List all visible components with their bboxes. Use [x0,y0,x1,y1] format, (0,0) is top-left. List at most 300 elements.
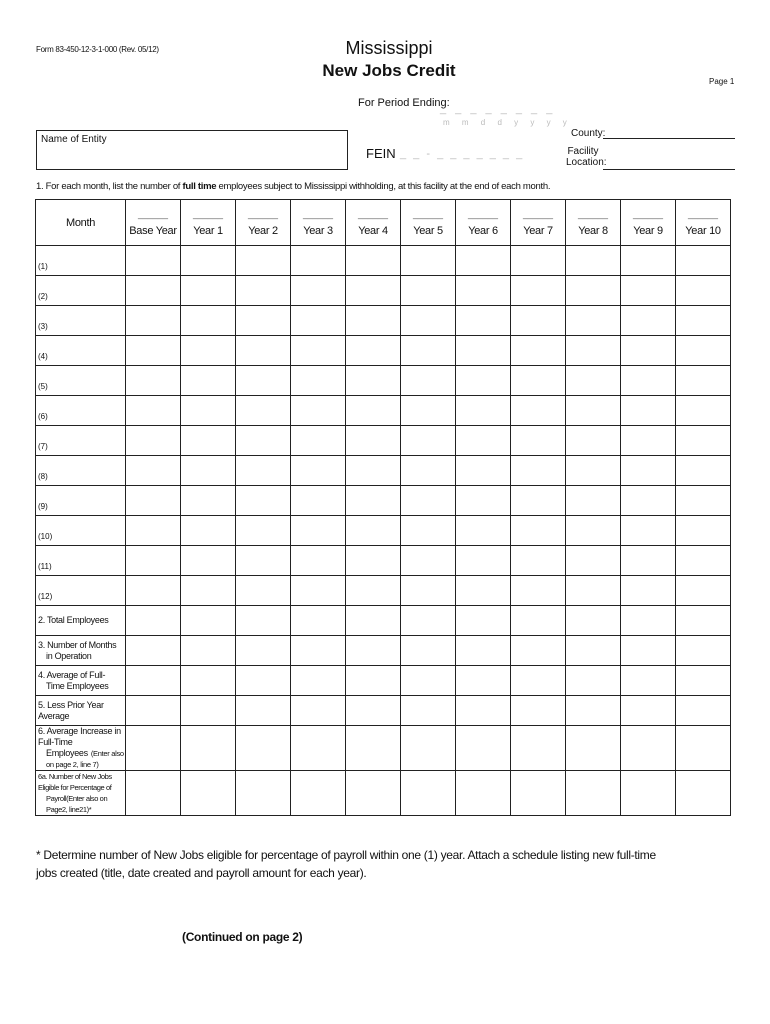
year-header-wrap [346,200,400,245]
month-row-4-cell-0[interactable] [126,366,181,396]
month-row-6-cell-9[interactable] [621,426,676,456]
month-row-5-cell-6[interactable] [456,396,511,426]
average-increase-row-cell-3[interactable] [291,726,346,771]
month-row-11-cell-8[interactable] [566,576,621,606]
month-row-8-cell-0[interactable] [126,486,181,516]
month-row-10-cell-10[interactable] [676,546,731,576]
month-row-1-cell-2[interactable] [236,276,291,306]
month-row-9-cell-5[interactable] [401,516,456,546]
total-employees-row-cell-4[interactable] [346,606,401,636]
new-jobs-eligible-row-cell-2[interactable] [236,771,291,816]
month-row [36,336,731,366]
total-employees-row-cell-0[interactable] [126,606,181,636]
month-row-2-cell-2[interactable] [236,306,291,336]
month-row-7-cell-2[interactable] [236,456,291,486]
less-prior-year-row-label [36,696,126,726]
year-header-cell-10 [676,200,731,246]
total-employees-row-cell-7[interactable] [511,606,566,636]
month-row-8-cell-7[interactable] [511,486,566,516]
new-jobs-eligible-row-cell-6[interactable] [456,771,511,816]
form-state-title: Mississippi [345,38,433,58]
month-row-7-cell-1[interactable] [181,456,236,486]
entity-name-label: Name of Entity [41,134,107,145]
month-row-8-cell-9[interactable] [621,486,676,516]
period-ending-label: For Period Ending: [358,97,450,109]
month-row-7-cell-9[interactable] [621,456,676,486]
new-jobs-eligible-row-cell-10[interactable] [676,771,731,816]
year-header-cell-1 [181,200,236,246]
average-full-time-row-cell-1[interactable] [181,666,236,696]
month-row-11-cell-1[interactable] [181,576,236,606]
month-row-11-cell-9[interactable] [621,576,676,606]
page-number: Page 1 [709,77,735,86]
month-row-6-cell-6[interactable] [456,426,511,456]
month-row-5-cell-8[interactable] [566,396,621,426]
month-row-3-cell-4[interactable] [346,336,401,366]
month-row-8-cell-4[interactable] [346,486,401,516]
year-blank-field[interactable]: ______ [632,209,664,219]
year-header-label: Year 9 [633,225,663,237]
months-in-operation-row-cell-7[interactable] [511,636,566,666]
month-row [36,306,731,336]
month-row-6-cell-0[interactable] [126,426,181,456]
year-header-wrap [676,200,730,245]
month-row-11-cell-4[interactable] [346,576,401,606]
total-employees-row-cell-6[interactable] [456,606,511,636]
month-row-9-cell-2[interactable] [236,516,291,546]
less-prior-year-row-cell-5[interactable] [401,696,456,726]
month-row-11-cell-7[interactable] [511,576,566,606]
months-in-operation-row-cell-4[interactable] [346,636,401,666]
month-row-4-cell-10[interactable] [676,366,731,396]
month-label: (8) [36,456,126,486]
month-row [36,426,731,456]
month-row-10-cell-7[interactable] [511,546,566,576]
month-row-9-cell-1[interactable] [181,516,236,546]
month-row-7-cell-7[interactable] [511,456,566,486]
facility-location-field[interactable] [603,169,735,170]
period-ending-hint: m m d d y y y y [443,118,572,127]
month-label: (7) [36,426,126,456]
month-row-10-cell-9[interactable] [621,546,676,576]
total-employees-row-cell-5[interactable] [401,606,456,636]
month-header-wrap [36,200,125,245]
month-row-3-cell-8[interactable] [566,336,621,366]
less-prior-year-row-cell-6[interactable] [456,696,511,726]
month-row-4-cell-7[interactable] [511,366,566,396]
month-row-2-cell-8[interactable] [566,306,621,336]
average-full-time-row-cell-5[interactable] [401,666,456,696]
month-row-4-cell-9[interactable] [621,366,676,396]
month-row-1-cell-9[interactable] [621,276,676,306]
month-row-2-cell-5[interactable] [401,306,456,336]
average-full-time-row [36,666,731,696]
month-row-10-cell-0[interactable] [126,546,181,576]
month-row-2-cell-3[interactable] [291,306,346,336]
summary-label-line: 2. Total Employees [38,615,109,625]
month-row-11-cell-2[interactable] [236,576,291,606]
summary-label-note: (Enter also on page 2, line 7) [46,749,124,769]
month-row-6-cell-4[interactable] [346,426,401,456]
months-in-operation-row-cell-5[interactable] [401,636,456,666]
month-row-4-cell-4[interactable] [346,366,401,396]
month-row-6-cell-5[interactable] [401,426,456,456]
table-header-row [36,200,731,246]
less-prior-year-row-cell-8[interactable] [566,696,621,726]
month-label: (11) [36,546,126,576]
month-row-8-cell-1[interactable] [181,486,236,516]
month-row-4-cell-5[interactable] [401,366,456,396]
average-increase-row-cell-7[interactable] [511,726,566,771]
month-row-2-cell-4[interactable] [346,306,401,336]
summary-label-line: 3. Number of Months [38,639,117,650]
month-row-1-cell-4[interactable] [346,276,401,306]
month-row-0-cell-4[interactable] [346,246,401,276]
average-increase-row-cell-8[interactable] [566,726,621,771]
month-label: (5) [36,366,126,396]
month-label: (6) [36,396,126,426]
month-row-8-cell-5[interactable] [401,486,456,516]
new-jobs-eligible-row-cell-1[interactable] [181,771,236,816]
month-row-0-cell-9[interactable] [621,246,676,276]
month-row-0-cell-5[interactable] [401,246,456,276]
average-increase-row-cell-5[interactable] [401,726,456,771]
month-row-1-cell-3[interactable] [291,276,346,306]
month-row-1-cell-10[interactable] [676,276,731,306]
month-row-5-cell-7[interactable] [511,396,566,426]
month-row-9-cell-8[interactable] [566,516,621,546]
year-header-label: Year 4 [358,225,388,237]
average-increase-row-cell-2[interactable] [236,726,291,771]
entity-name-field[interactable] [36,130,348,170]
year-blank-field[interactable]: ______ [467,209,499,219]
new-jobs-eligible-row-cell-3[interactable] [291,771,346,816]
average-full-time-row-cell-4[interactable] [346,666,401,696]
less-prior-year-row-cell-0[interactable] [126,696,181,726]
year-blank-field[interactable]: ______ [357,209,389,219]
average-full-time-row-cell-6[interactable] [456,666,511,696]
month-row-10-cell-1[interactable] [181,546,236,576]
total-employees-row-cell-2[interactable] [236,606,291,636]
month-row [36,396,731,426]
month-row-5-cell-2[interactable] [236,396,291,426]
year-header-cell-2 [236,200,291,246]
year-blank-field[interactable]: ______ [247,209,279,219]
year-header-cell-8 [566,200,621,246]
month-row-1-cell-1[interactable] [181,276,236,306]
month-row-1-cell-7[interactable] [511,276,566,306]
month-label: (12) [36,576,126,606]
month-label: (1) [36,246,126,276]
total-employees-row-cell-8[interactable] [566,606,621,636]
month-row-10-cell-8[interactable] [566,546,621,576]
less-prior-year-row-cell-7[interactable] [511,696,566,726]
summary-label-part: Employees [46,748,88,758]
year-header-label: Year 10 [685,225,721,237]
month-row-2-cell-7[interactable] [511,306,566,336]
year-header-label: Year 6 [468,225,498,237]
month-row-2-cell-10[interactable] [676,306,731,336]
year-header-wrap [456,200,510,245]
new-jobs-eligible-row-cell-9[interactable] [621,771,676,816]
month-row-9-cell-3[interactable] [291,516,346,546]
months-in-operation-row-cell-6[interactable] [456,636,511,666]
month-row-7-cell-10[interactable] [676,456,731,486]
month-row-0-cell-6[interactable] [456,246,511,276]
months-in-operation-row-label [36,636,126,666]
month-row-9-cell-9[interactable] [621,516,676,546]
less-prior-year-row-cell-10[interactable] [676,696,731,726]
fein-label: FEIN [366,146,396,161]
average-increase-row-cell-4[interactable] [346,726,401,771]
new-jobs-eligible-row-cell-8[interactable] [566,771,621,816]
new-jobs-eligible-row-cell-0[interactable] [126,771,181,816]
average-full-time-row-cell-3[interactable] [291,666,346,696]
month-row-6-cell-1[interactable] [181,426,236,456]
month-row [36,576,731,606]
month-row-6-cell-7[interactable] [511,426,566,456]
less-prior-year-row-cell-4[interactable] [346,696,401,726]
total-employees-row-cell-1[interactable] [181,606,236,636]
month-row-3-cell-3[interactable] [291,336,346,366]
month-row-11-cell-10[interactable] [676,576,731,606]
month-row-3-cell-2[interactable] [236,336,291,366]
month-row-0-cell-8[interactable] [566,246,621,276]
months-in-operation-row-cell-1[interactable] [181,636,236,666]
month-row-1-cell-8[interactable] [566,276,621,306]
year-header-wrap [401,200,455,245]
month-row-9-cell-6[interactable] [456,516,511,546]
year-header-label: Year 7 [523,225,553,237]
month-row-2-cell-0[interactable] [126,306,181,336]
month-row-5-cell-1[interactable] [181,396,236,426]
year-header-wrap [236,200,290,245]
month-row [36,366,731,396]
month-row-9-cell-0[interactable] [126,516,181,546]
month-row-1-cell-6[interactable] [456,276,511,306]
month-row-4-cell-6[interactable] [456,366,511,396]
total-employees-row [36,606,731,636]
average-increase-row [36,726,731,771]
month-row-8-cell-6[interactable] [456,486,511,516]
month-row-11-cell-3[interactable] [291,576,346,606]
average-full-time-row-cell-2[interactable] [236,666,291,696]
month-label: (2) [36,276,126,306]
year-header-label: Year 1 [193,225,223,237]
county-field[interactable] [603,138,735,139]
months-in-operation-row-cell-3[interactable] [291,636,346,666]
months-in-operation-row [36,636,731,666]
month-row-4-cell-8[interactable] [566,366,621,396]
new-jobs-eligible-row-cell-5[interactable] [401,771,456,816]
month-row-10-cell-3[interactable] [291,546,346,576]
month-row-4-cell-2[interactable] [236,366,291,396]
average-increase-row-label [36,726,126,771]
year-header-wrap [291,200,345,245]
month-row-5-cell-0[interactable] [126,396,181,426]
month-row [36,276,731,306]
month-row-7-cell-5[interactable] [401,456,456,486]
average-increase-row-cell-10[interactable] [676,726,731,771]
month-row [36,246,731,276]
average-full-time-row-label [36,666,126,696]
year-blank-field[interactable]: ______ [137,209,169,219]
month-row-9-cell-7[interactable] [511,516,566,546]
months-in-operation-row-cell-2[interactable] [236,636,291,666]
month-label: (9) [36,486,126,516]
month-row-5-cell-5[interactable] [401,396,456,426]
month-row [36,486,731,516]
period-ending-field[interactable]: _ _ _ _ _ _ _ _ [440,103,556,115]
year-header-cell-6 [456,200,511,246]
year-header-wrap [511,200,565,245]
month-row [36,456,731,486]
facility-location-label: Facility Location: [566,146,607,168]
month-row-5-cell-4[interactable] [346,396,401,426]
summary-label-line: in Operation [46,650,92,661]
month-row-2-cell-9[interactable] [621,306,676,336]
month-row-2-cell-1[interactable] [181,306,236,336]
year-header-wrap [181,200,235,245]
year-blank-field[interactable]: ______ [577,209,609,219]
month-row-6-cell-8[interactable] [566,426,621,456]
county-label: County: [571,128,606,139]
month-row-3-cell-1[interactable] [181,336,236,366]
form-title: New Jobs Credit [322,61,456,80]
instruction-text-end: employees subject to Mississippi withholding, at this facility at the end of each month. [216,181,551,192]
months-in-operation-row-cell-9[interactable] [621,636,676,666]
month-row-10-cell-5[interactable] [401,546,456,576]
year-header-label: Year 5 [413,225,443,237]
average-increase-row-cell-0[interactable] [126,726,181,771]
year-header-cell-5 [401,200,456,246]
new-jobs-eligible-row-cell-4[interactable] [346,771,401,816]
month-row-9-cell-4[interactable] [346,516,401,546]
less-prior-year-row-cell-9[interactable] [621,696,676,726]
total-employees-row-cell-3[interactable] [291,606,346,636]
average-full-time-row-cell-0[interactable] [126,666,181,696]
month-row-0-cell-3[interactable] [291,246,346,276]
new-jobs-eligible-row [36,771,731,816]
less-prior-year-row-cell-3[interactable] [291,696,346,726]
year-header-cell-0 [126,200,181,246]
month-row-1-cell-5[interactable] [401,276,456,306]
total-employees-row-cell-10[interactable] [676,606,731,636]
form-number: Form 83-450-12-3-1-000 (Rev. 05/12) [36,45,159,54]
month-row-8-cell-2[interactable] [236,486,291,516]
month-row-5-cell-3[interactable] [291,396,346,426]
average-increase-row-cell-6[interactable] [456,726,511,771]
footnote: * Determine number of New Jobs eligible for percentage of payroll within one (1) year. Attach a schedule listing new full-time jobs created (title, date created and payroll amount for each year). [36,848,656,880]
less-prior-year-row-cell-2[interactable] [236,696,291,726]
month-row-11-cell-0[interactable] [126,576,181,606]
month-row-4-cell-3[interactable] [291,366,346,396]
month-row-6-cell-3[interactable] [291,426,346,456]
month-row-6-cell-2[interactable] [236,426,291,456]
fein-field[interactable]: _ _ - _ _ _ _ _ _ _ [400,148,525,160]
year-header-label: Base Year [129,225,177,237]
year-blank-field[interactable]: ______ [687,209,719,219]
year-header-cell-3 [291,200,346,246]
month-row-5-cell-10[interactable] [676,396,731,426]
year-header-wrap [126,200,180,245]
year-blank-field[interactable]: ______ [192,209,224,219]
month-row-2-cell-6[interactable] [456,306,511,336]
month-row-7-cell-3[interactable] [291,456,346,486]
month-row-0-cell-7[interactable] [511,246,566,276]
year-header-cell-7 [511,200,566,246]
year-header-label: Year 8 [578,225,608,237]
instruction-line-1 [36,181,550,192]
month-row-3-cell-10[interactable] [676,336,731,366]
month-row-11-cell-5[interactable] [401,576,456,606]
month-row-3-cell-0[interactable] [126,336,181,366]
new-jobs-eligible-row-label [36,771,126,816]
month-row-0-cell-2[interactable] [236,246,291,276]
month-row-7-cell-0[interactable] [126,456,181,486]
month-row-7-cell-4[interactable] [346,456,401,486]
month-row-0-cell-1[interactable] [181,246,236,276]
month-header: Month [65,217,96,229]
new-jobs-eligible-row-cell-7[interactable] [511,771,566,816]
month-header-cell [36,200,126,246]
month-row [36,516,731,546]
year-header-label: Year 3 [303,225,333,237]
average-increase-row-cell-1[interactable] [181,726,236,771]
summary-label-line [38,748,125,770]
year-blank-field[interactable]: ______ [412,209,444,219]
summary-label-line: 4. Average of Full- [38,669,106,680]
average-full-time-row-cell-9[interactable] [621,666,676,696]
month-row-10-cell-4[interactable] [346,546,401,576]
month-row-0-cell-0[interactable] [126,246,181,276]
less-prior-year-row-cell-1[interactable] [181,696,236,726]
months-in-operation-row-cell-10[interactable] [676,636,731,666]
year-blank-field[interactable]: ______ [522,209,554,219]
month-row-8-cell-10[interactable] [676,486,731,516]
month-row-10-cell-2[interactable] [236,546,291,576]
average-full-time-row-cell-7[interactable] [511,666,566,696]
month-row-5-cell-9[interactable] [621,396,676,426]
total-employees-row-cell-9[interactable] [621,606,676,636]
month-row-0-cell-10[interactable] [676,246,731,276]
month-row-6-cell-10[interactable] [676,426,731,456]
months-in-operation-row-cell-0[interactable] [126,636,181,666]
month-row-3-cell-7[interactable] [511,336,566,366]
month-row-8-cell-3[interactable] [291,486,346,516]
month-row-1-cell-0[interactable] [126,276,181,306]
average-full-time-row-cell-8[interactable] [566,666,621,696]
month-row-10-cell-6[interactable] [456,546,511,576]
months-in-operation-row-cell-8[interactable] [566,636,621,666]
month-row-4-cell-1[interactable] [181,366,236,396]
month-row-8-cell-8[interactable] [566,486,621,516]
average-increase-row-cell-9[interactable] [621,726,676,771]
year-header-label: Year 2 [248,225,278,237]
month-row-9-cell-10[interactable] [676,516,731,546]
month-row-11-cell-6[interactable] [456,576,511,606]
month-row-7-cell-6[interactable] [456,456,511,486]
month-row-3-cell-9[interactable] [621,336,676,366]
month-row [36,546,731,576]
average-full-time-row-cell-10[interactable] [676,666,731,696]
month-row-7-cell-8[interactable] [566,456,621,486]
instruction-bold: full time [182,181,217,192]
instruction-text: 1. For each month, list the number of [36,181,183,192]
month-row-3-cell-5[interactable] [401,336,456,366]
year-blank-field[interactable]: ______ [302,209,334,219]
month-row-3-cell-6[interactable] [456,336,511,366]
